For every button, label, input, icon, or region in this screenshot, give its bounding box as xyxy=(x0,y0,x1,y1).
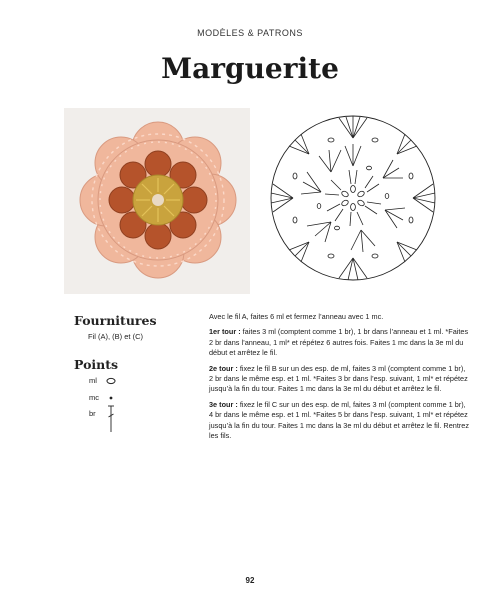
stitch-br-label: br xyxy=(89,409,96,418)
instructions-intro: Avec le fil A, faites 6 ml et fermez l’anneau avec 1 mc. xyxy=(209,312,384,321)
round-3-label: 3e tour : xyxy=(209,399,238,409)
double-crochet-icon xyxy=(106,405,116,433)
crochet-flower-illustration xyxy=(64,108,250,294)
round-1-text: faites 3 ml (comptent comme 1 br), 1 br dans l’anneau et 1 ml. *Faites 2 br dans l’anneau, 1 ml* et répétez 6 autres fois. Faites 1 mc dans la 3e ml du début et arrêtez le fil. xyxy=(209,327,469,358)
round-2 xyxy=(209,364,471,395)
supplies-list: Fil (A), (B) et (C) xyxy=(88,332,143,341)
round-2-text: fixez le fil B sur un des esp. de ml, faites 3 ml (comptent comme 1 br), 2 br dans le même esp. et 1 ml. *Faites 3 br dans l’esp. suivant, 1 ml* et répétez jusqu’à la fin du tour. Faites 1 mc dans la 3e ml du début et arrêtez le fil. xyxy=(209,363,468,394)
fournitures-heading: Fournitures xyxy=(74,313,157,328)
chain-oval-icon xyxy=(105,376,117,386)
points-heading: Points xyxy=(74,357,119,372)
page-number: 92 xyxy=(245,576,255,585)
crochet-photo xyxy=(64,108,250,294)
section-label: MODÈLES & PATRONS xyxy=(197,28,303,38)
slip-stitch-dot-icon xyxy=(105,393,117,403)
round-3 xyxy=(209,400,471,442)
round-2-label: 2e tour : xyxy=(209,363,238,373)
round-1-label: 1er tour : xyxy=(209,327,241,337)
instructions xyxy=(209,312,471,446)
round-1 xyxy=(209,327,471,358)
round-3-text: fixez le fil C sur un des esp. de ml, faites 3 ml (comptent comme 1 br), 4 br dans le même esp. et 1 ml. *Faites 5 br dans l’esp. suivant, 1 ml* et répétez jusqu’à la fin du tour. Faites 1 mc dans la 3e ml du début et arrêtez le fil. Rentrez les fils. xyxy=(209,399,469,441)
stitch-mc-label: mc xyxy=(89,393,99,402)
page-title: Marguerite xyxy=(161,52,339,85)
stitch-ml-label: ml xyxy=(89,376,97,385)
crochet-chart-diagram xyxy=(268,110,438,285)
